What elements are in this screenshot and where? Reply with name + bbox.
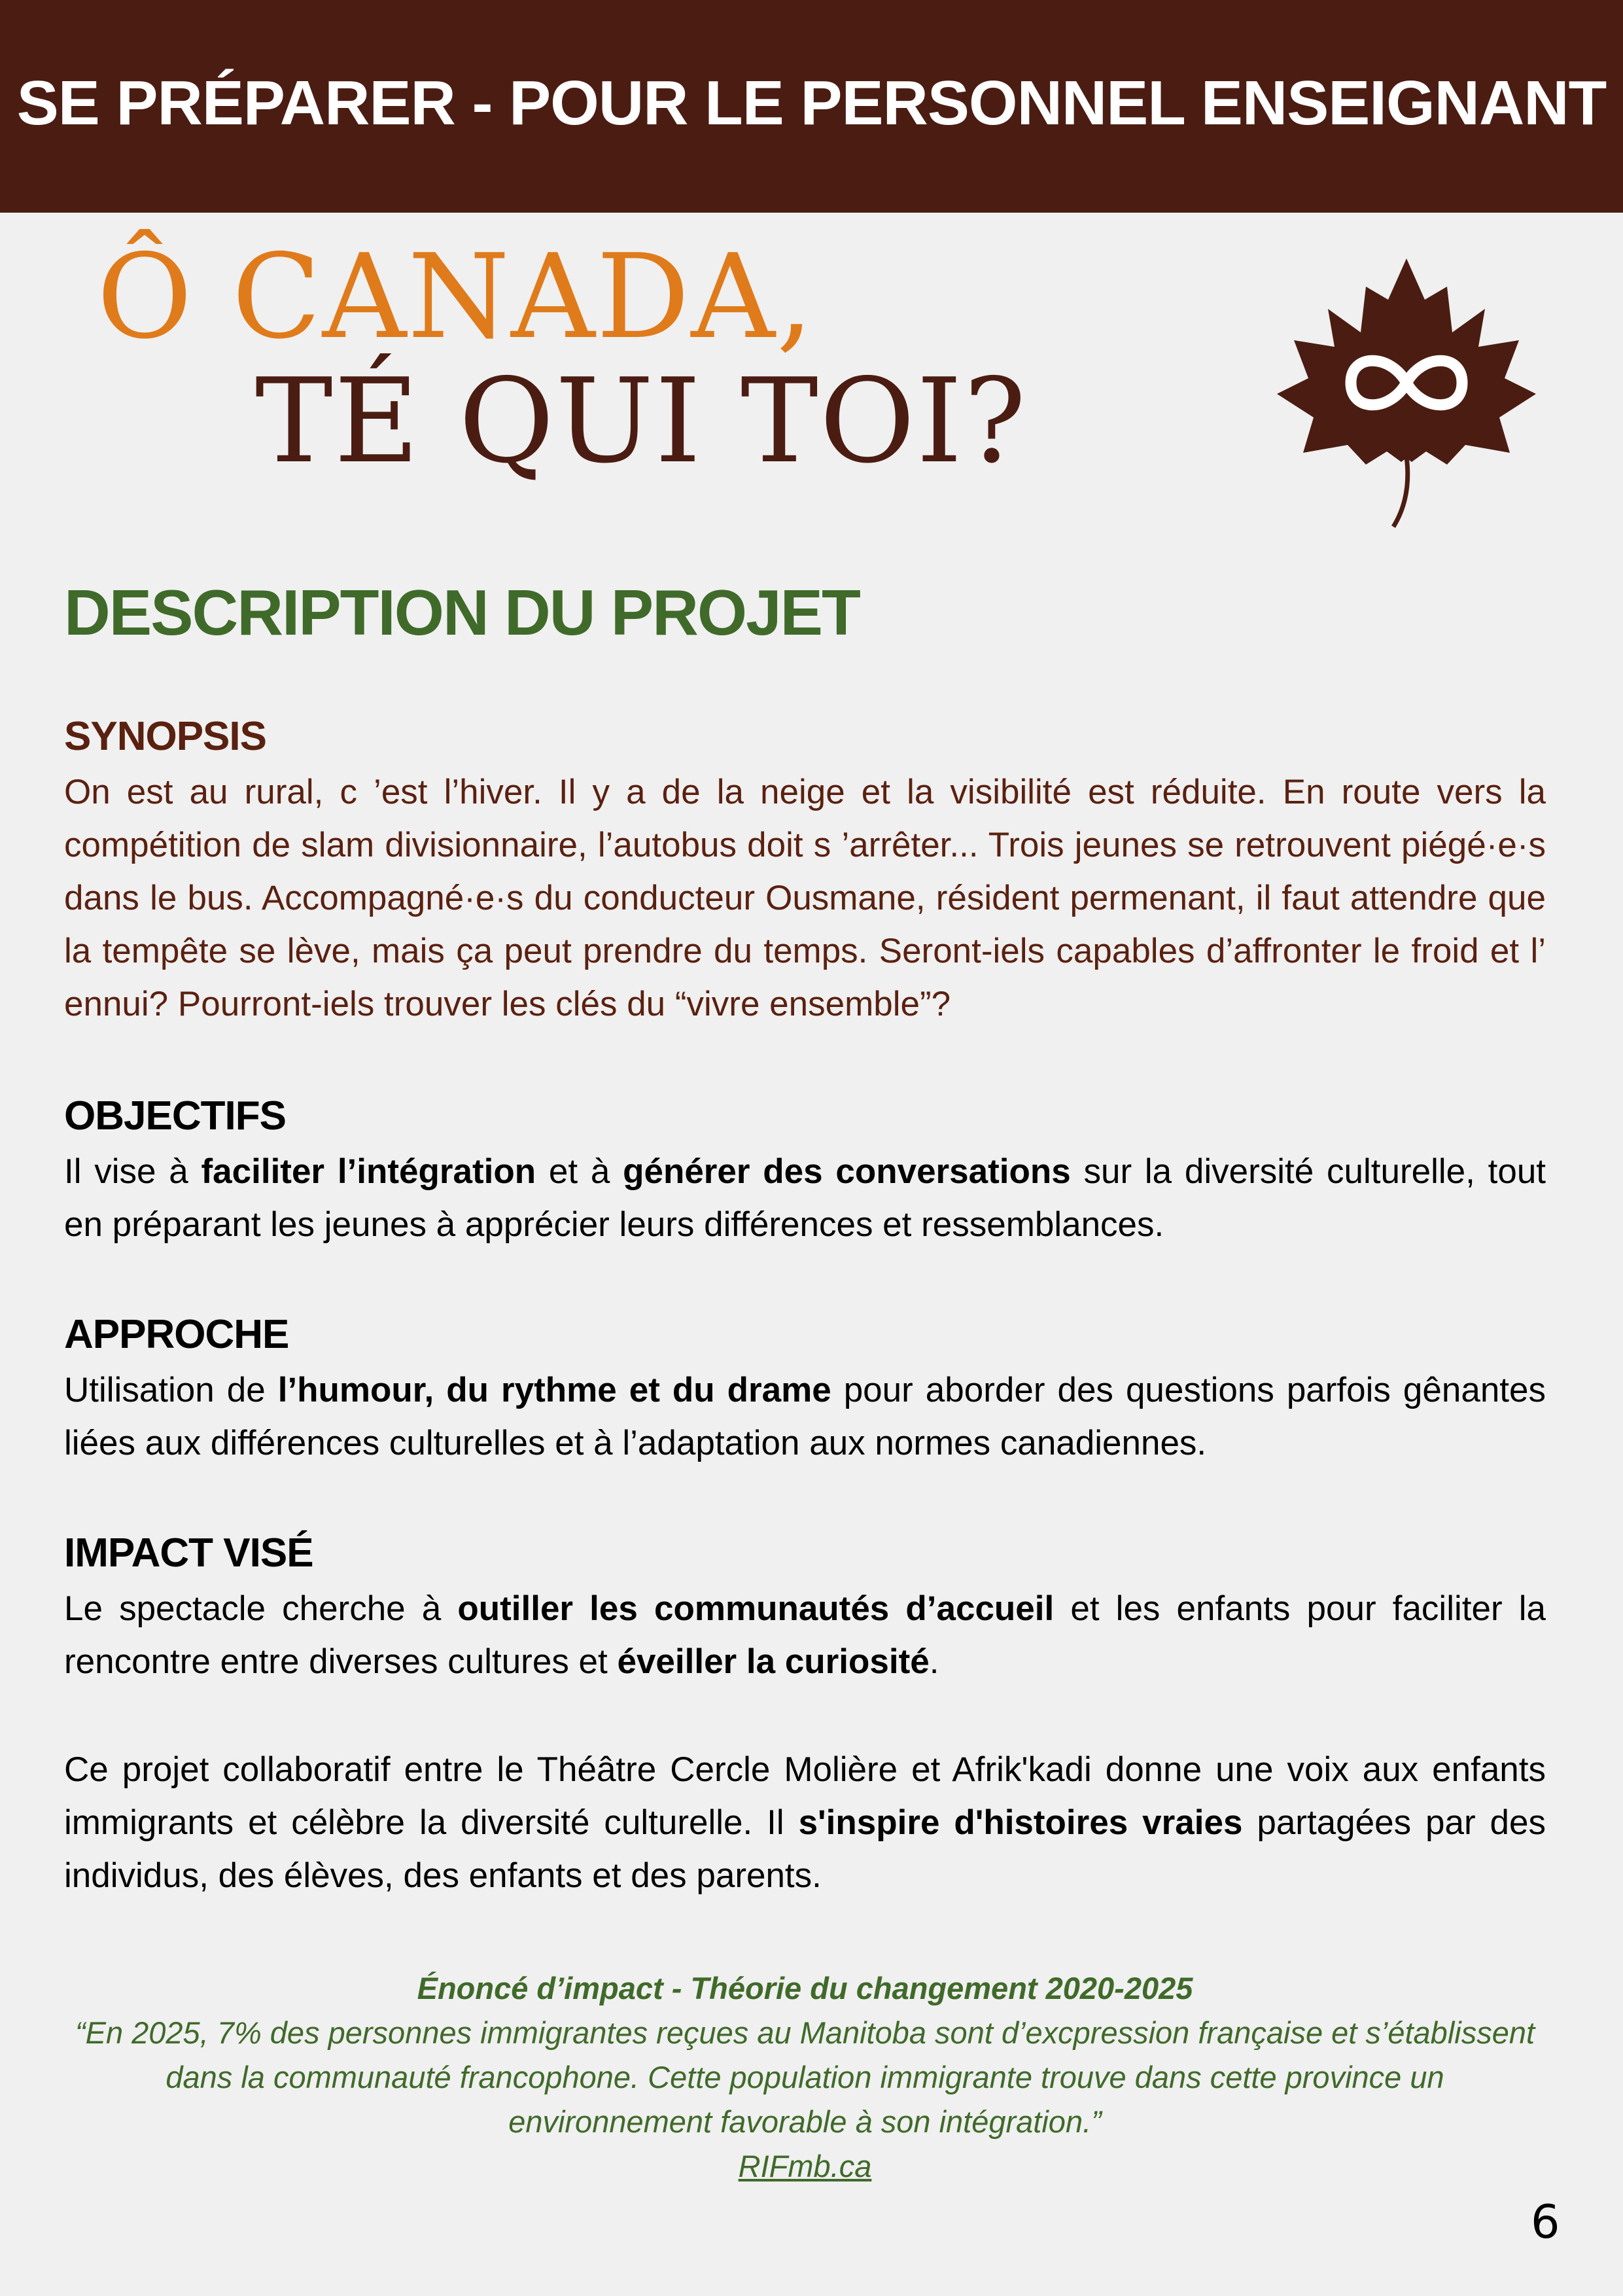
objectifs-section [64,1094,1546,1251]
source-link[interactable]: RIFmb.ca [738,2149,872,2183]
synopsis-section [64,715,1546,1031]
approche-heading: APPROCHE [64,1312,289,1357]
header-banner [0,0,1623,213]
impact-statement [64,1966,1546,2189]
impact-statement-title: Énoncé d’impact - Théorie du changement 2020-2025 [417,1971,1193,2005]
show-title-line2: TÉ QUI TOI? [255,353,1028,489]
maple-leaf-infinity-icon [1263,249,1550,537]
objectifs-heading: OBJECTIFS [64,1093,286,1139]
approche-text: Utilisation de l’humour, du rythme et du drame pour aborder des questions parfois gênantes liées aux différences culturelles et à l’adaptation aux normes canadiennes. [64,1371,1546,1463]
objectifs-text: Il vise à faciliter l’intégration et à générer des conversations sur la diversité culturelle, tout en préparant les jeunes à apprécier leurs différences et ressemblances. [64,1152,1546,1245]
impact-statement-quote: “En 2025, 7% des personnes immigrantes reçues au Manitoba sont d’excpression française et s’établissent dans la communauté francophone. Cette population immigrante trouve dans cette province un environnement favorable à son intégration.” [75,2015,1535,2139]
impact-heading: IMPACT VISÉ [64,1530,313,1576]
show-title-line1: Ô CANADA, [97,229,815,364]
impact-text: Le spectacle cherche à outiller les communautés d’accueil et les enfants pour faciliter la rencontre entre diverses cultures et éveiller la curiosité. [64,1589,1546,1682]
page-number: 6 [1531,2195,1560,2249]
banner-title: SE PRÉPARER - POUR LE PERSONNEL ENSEIGNANT [16,67,1607,138]
section-title: DESCRIPTION DU PROJET [64,576,860,648]
approche-section [64,1313,1546,1470]
collaboration-section [64,1743,1546,1902]
synopsis-text: On est au rural, c ’est l’hiver. Il y a de la neige et la visibilité est réduite. En route vers la compétition de slam divisionnaire, l’autobus doit s ’arrêter... Trois jeunes se retrouvent piégé·e·s dans le bus. Accompagné·e·s du conducteur Ousmane, résident permenant, il faut attendre que la tempête se lève, mais ça peut prendre du temps. Seront-iels capables d’affronter le froid et l’ ennui? Pourront-iels trouver les clés du “vivre ensemble”? [64,773,1546,1024]
synopsis-heading: SYNOPSIS [64,714,266,759]
collaboration-text: Ce projet collaboratif entre le Théâtre Cercle Molière et Afrik'kadi donne une voix aux enfants immigrants et célèbre la diversité culturelle. Il s'inspire d'histoires vraies partagées par des individus, des élèves, des enfants et des parents. [64,1750,1546,1895]
impact-section [64,1531,1546,1688]
